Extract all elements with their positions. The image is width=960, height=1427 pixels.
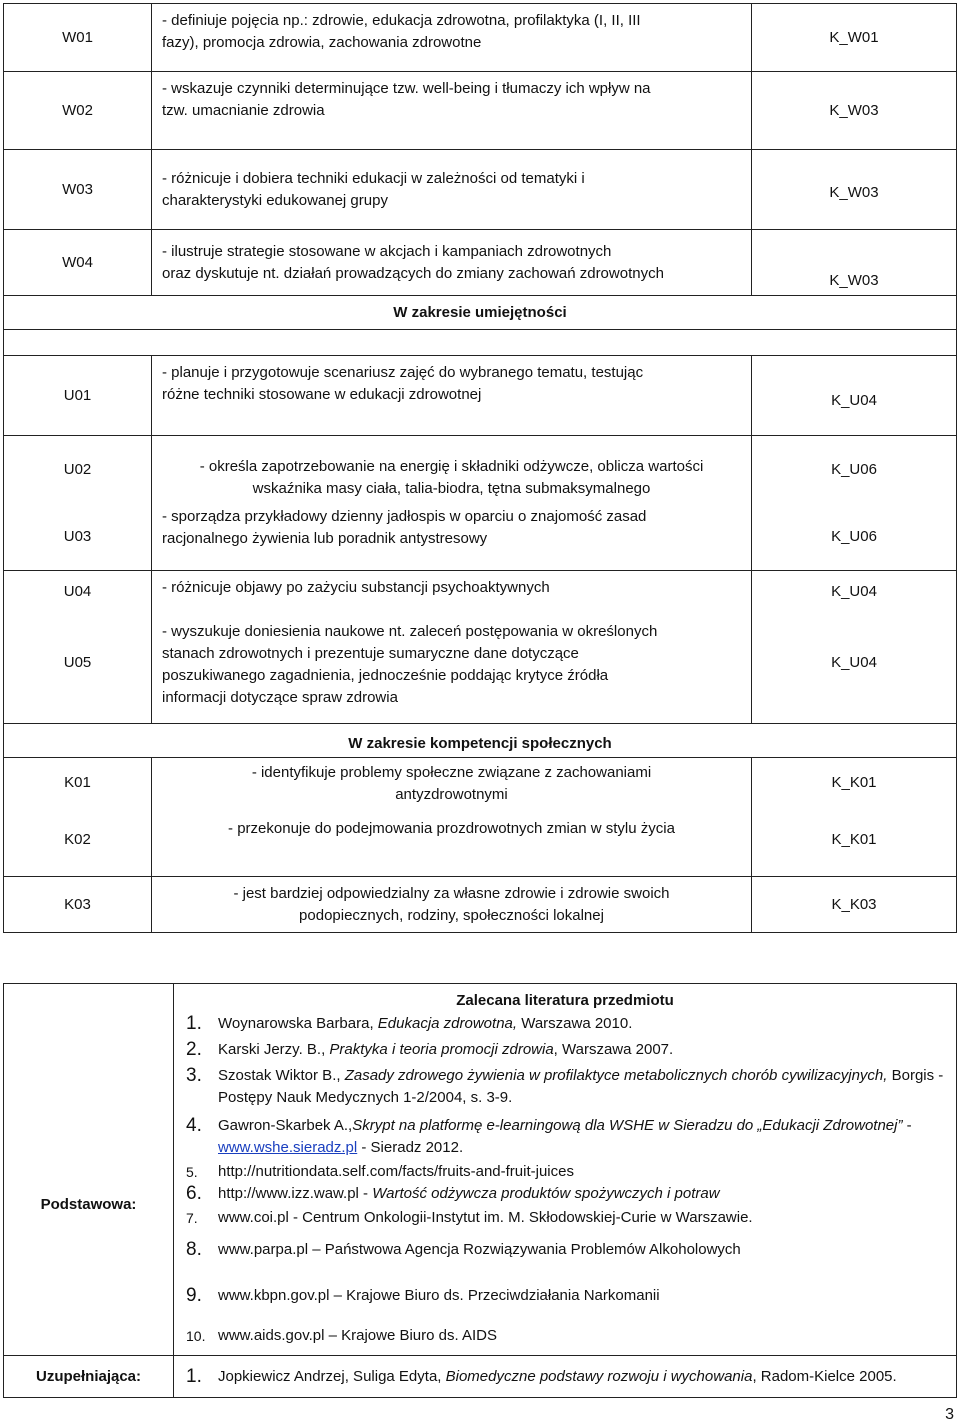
list-item bbox=[174, 1239, 946, 1285]
page-number: 3 bbox=[945, 1406, 954, 1423]
desc-line: - wyszukuje doniesienia naukowe nt. zaleceń postępowania w określonych bbox=[162, 623, 658, 640]
list-item bbox=[174, 1285, 946, 1325]
item-number: 2. bbox=[186, 1039, 202, 1060]
literature-table bbox=[3, 983, 957, 1398]
desc-line: stanach zdrowotnych i prezentuje sumaryczne dane dotyczące bbox=[162, 645, 579, 662]
desc-line: antyzdrowotnymi bbox=[395, 786, 508, 803]
effect-reference: K_K01 bbox=[831, 831, 877, 848]
effect-reference: K_U06 bbox=[831, 461, 877, 478]
desc-line: - sporządza przykładowy dzienny jadłospis w oparciu o znajomość zasad bbox=[162, 508, 647, 525]
supplementary-literature-row bbox=[4, 1356, 957, 1398]
outcome-description bbox=[152, 230, 752, 296]
item-text: www.parpa.pl – Państwowa Agencja Rozwiązywania Problemów Alkoholowych bbox=[218, 1241, 741, 1258]
item-text: Karski Jerzy. B., Praktyka i teoria promocji zdrowia, Warszawa 2007. bbox=[218, 1041, 674, 1058]
social-section-header: W zakresie kompetencji społecznych bbox=[4, 724, 957, 758]
effect-reference: K_U06 bbox=[831, 528, 877, 545]
effect-reference: K_W03 bbox=[752, 150, 957, 230]
item-text: www.kbpn.gov.pl – Krajowe Biuro ds. Przeciwdziałania Narkomanii bbox=[218, 1287, 660, 1304]
desc-line: - określa zapotrzebowanie na energię i składniki odżywcze, oblicza wartości bbox=[199, 458, 704, 475]
table-row bbox=[4, 356, 957, 436]
outcome-code: U03 bbox=[63, 528, 92, 545]
list-item bbox=[174, 1207, 946, 1239]
desc-line: oraz dyskutuje nt. działań prowadzących do zmiany zachowań zdrowotnych bbox=[162, 264, 664, 282]
effect-reference-group bbox=[752, 436, 957, 571]
table-row bbox=[4, 230, 957, 296]
table-row bbox=[4, 72, 957, 150]
outcome-code: K02 bbox=[64, 831, 91, 848]
table-row bbox=[4, 436, 957, 571]
effect-reference: K_W03 bbox=[752, 230, 957, 296]
desc-line: - definiuje pojęcia np.: zdrowie, edukacja zdrowotna, profilaktyka (I, II, III bbox=[162, 12, 641, 29]
outcome-code: U04 bbox=[63, 583, 92, 600]
list-item bbox=[174, 1325, 946, 1349]
effect-reference: K_K03 bbox=[752, 877, 957, 933]
table-row bbox=[4, 4, 957, 72]
outcome-code-group bbox=[4, 436, 152, 571]
outcome-description bbox=[152, 571, 752, 724]
item-text: Gawron-Skarbek A.,Skrypt na platformę e-learningową dla WSHE w Sieradzu do „Edukacji Zdrowotnej” - www.wshe.sieradz.pl - Sieradz 2012. bbox=[218, 1117, 912, 1156]
item-number: 1. bbox=[186, 1013, 202, 1034]
item-number: 1. bbox=[186, 1365, 202, 1387]
outcome-code-group bbox=[4, 571, 152, 724]
desc-line: - ilustruje strategie stosowane w akcjach i kampaniach zdrowotnych bbox=[162, 242, 612, 260]
section-header-row bbox=[4, 724, 957, 758]
literature-title-row bbox=[4, 984, 957, 1014]
empty-cell bbox=[4, 984, 174, 1014]
list-item bbox=[174, 1115, 946, 1161]
empty-row bbox=[4, 330, 957, 356]
effect-reference: K_U04 bbox=[831, 654, 877, 671]
item-text: www.aids.gov.pl – Krajowe Biuro ds. AIDS bbox=[218, 1327, 498, 1344]
outcome-code: W03 bbox=[4, 150, 152, 230]
outcome-description bbox=[152, 150, 752, 230]
item-number: 3. bbox=[186, 1065, 202, 1086]
outcome-description bbox=[152, 4, 752, 72]
list-item bbox=[174, 1161, 946, 1183]
item-number: 6. bbox=[186, 1183, 202, 1204]
empty-cell bbox=[4, 330, 957, 356]
desc-line: - różnicuje i dobiera techniki edukacji w zależności od tematyki i bbox=[162, 169, 585, 187]
section-header-row bbox=[4, 296, 957, 330]
desc-line: - jest bardziej odpowiedzialny za własne zdrowie i zdrowie swoich bbox=[233, 884, 670, 902]
outcome-description bbox=[152, 356, 752, 436]
table-row bbox=[4, 571, 957, 724]
effect-reference: K_U04 bbox=[752, 356, 957, 436]
item-number: 10. bbox=[186, 1328, 206, 1344]
item-text: http://nutritiondata.self.com/facts/fruits-and-fruit-juices bbox=[218, 1163, 574, 1180]
outcome-code: U01 bbox=[4, 356, 152, 436]
outcome-code: W02 bbox=[4, 72, 152, 150]
outcome-description bbox=[152, 72, 752, 150]
effect-reference-group bbox=[752, 758, 957, 877]
desc-line: - identyfikuje problemy społeczne związane z zachowaniami bbox=[251, 764, 652, 781]
outcome-code: U02 bbox=[63, 461, 92, 478]
desc-line: różne techniki stosowane w edukacji zdrowotnej bbox=[162, 386, 482, 403]
item-number: 4. bbox=[186, 1115, 202, 1136]
desc-line: informacji dotyczące spraw zdrowia bbox=[162, 689, 398, 706]
outcome-code: U05 bbox=[63, 654, 92, 671]
outcome-description bbox=[152, 436, 752, 571]
list-item bbox=[174, 1013, 946, 1039]
desc-line: - różnicuje objawy po zażyciu substancji psychoaktywnych bbox=[162, 579, 550, 596]
item-number: 7. bbox=[186, 1210, 198, 1226]
desc-line: poszukiwanego zagadnienia, jednocześnie poddając krytyce źródła bbox=[162, 667, 609, 684]
item-text: Jopkiewicz Andrzej, Suliga Edyta, Biomedyczne podstawy rozwoju i wychowania, Radom-Kielce 2005. bbox=[218, 1367, 897, 1385]
outcome-code-group bbox=[4, 758, 152, 877]
outcome-code: K03 bbox=[4, 877, 152, 933]
basic-literature-cell bbox=[174, 1013, 957, 1356]
outcome-code: W01 bbox=[4, 4, 152, 72]
list-item bbox=[174, 1039, 946, 1065]
item-text: Woynarowska Barbara, Edukacja zdrowotna, Warszawa 2010. bbox=[218, 1015, 633, 1032]
desc-line: wskaźnika masy ciała, talia-biodra, tętna submaksymalnego bbox=[252, 480, 651, 497]
effect-reference: K_U04 bbox=[831, 583, 877, 600]
desc-line: podopiecznych, rodziny, społeczności lokalnej bbox=[299, 906, 604, 924]
desc-line: - przekonuje do podejmowania prozdrowotnych zmian w stylu życia bbox=[228, 820, 675, 837]
item-number: 8. bbox=[186, 1239, 202, 1260]
effect-reference: K_W01 bbox=[752, 4, 957, 72]
basic-label: Podstawowa: bbox=[4, 1013, 174, 1356]
table-row bbox=[4, 758, 957, 877]
supplementary-label: Uzupełniająca: bbox=[4, 1356, 174, 1398]
item-number: 9. bbox=[186, 1285, 202, 1306]
item-text: http://www.izz.waw.pl - Wartość odżywcza produktów spożywczych i potraw bbox=[218, 1185, 720, 1202]
source-link[interactable]: www.wshe.sieradz.pl bbox=[218, 1139, 358, 1156]
effect-reference-group bbox=[752, 571, 957, 724]
desc-line: racjonalnego żywienia lub poradnik antystresowy bbox=[162, 530, 488, 547]
literature-title: Zalecana literatura przedmiotu bbox=[174, 984, 957, 1014]
desc-line: - planuje i przygotowuje scenariusz zajęć do wybranego tematu, testując bbox=[162, 364, 644, 381]
effect-reference: K_K01 bbox=[831, 774, 877, 791]
item-number: 5. bbox=[186, 1164, 198, 1180]
outcome-code: K01 bbox=[64, 774, 91, 791]
desc-line: - wskazuje czynniki determinujące tzw. well-being i tłumaczy ich wpływ na bbox=[162, 80, 651, 97]
list-item bbox=[174, 1065, 946, 1115]
learning-outcomes-table bbox=[3, 3, 957, 933]
list-item bbox=[174, 1183, 946, 1207]
outcome-description bbox=[152, 877, 752, 933]
list-item bbox=[174, 1366, 946, 1388]
desc-line: fazy), promocja zdrowia, zachowania zdrowotne bbox=[162, 34, 482, 51]
table-row bbox=[4, 150, 957, 230]
desc-line: tzw. umacnianie zdrowia bbox=[162, 102, 325, 119]
supplementary-literature-list bbox=[174, 1366, 956, 1388]
table-row bbox=[4, 877, 957, 933]
outcome-description bbox=[152, 758, 752, 877]
item-text: Szostak Wiktor B., Zasady zdrowego żywienia w profilaktyce metabolicznych chorób cywilizacyjnych, Borgis - Postępy Nauk Medycznych 1-2/2004, s. 3-9. bbox=[218, 1067, 944, 1106]
basic-literature-list bbox=[174, 1013, 956, 1349]
skills-section-header: W zakresie umiejętności bbox=[4, 296, 957, 330]
outcome-code: W04 bbox=[4, 230, 152, 296]
desc-line: charakterystyki edukowanej grupy bbox=[162, 191, 388, 209]
basic-literature-row bbox=[4, 1013, 957, 1356]
effect-reference: K_W03 bbox=[752, 72, 957, 150]
item-text: www.coi.pl - Centrum Onkologii-Instytut im. M. Skłodowskiej-Curie w Warszawie. bbox=[218, 1209, 753, 1226]
supplementary-literature-cell bbox=[174, 1356, 957, 1398]
